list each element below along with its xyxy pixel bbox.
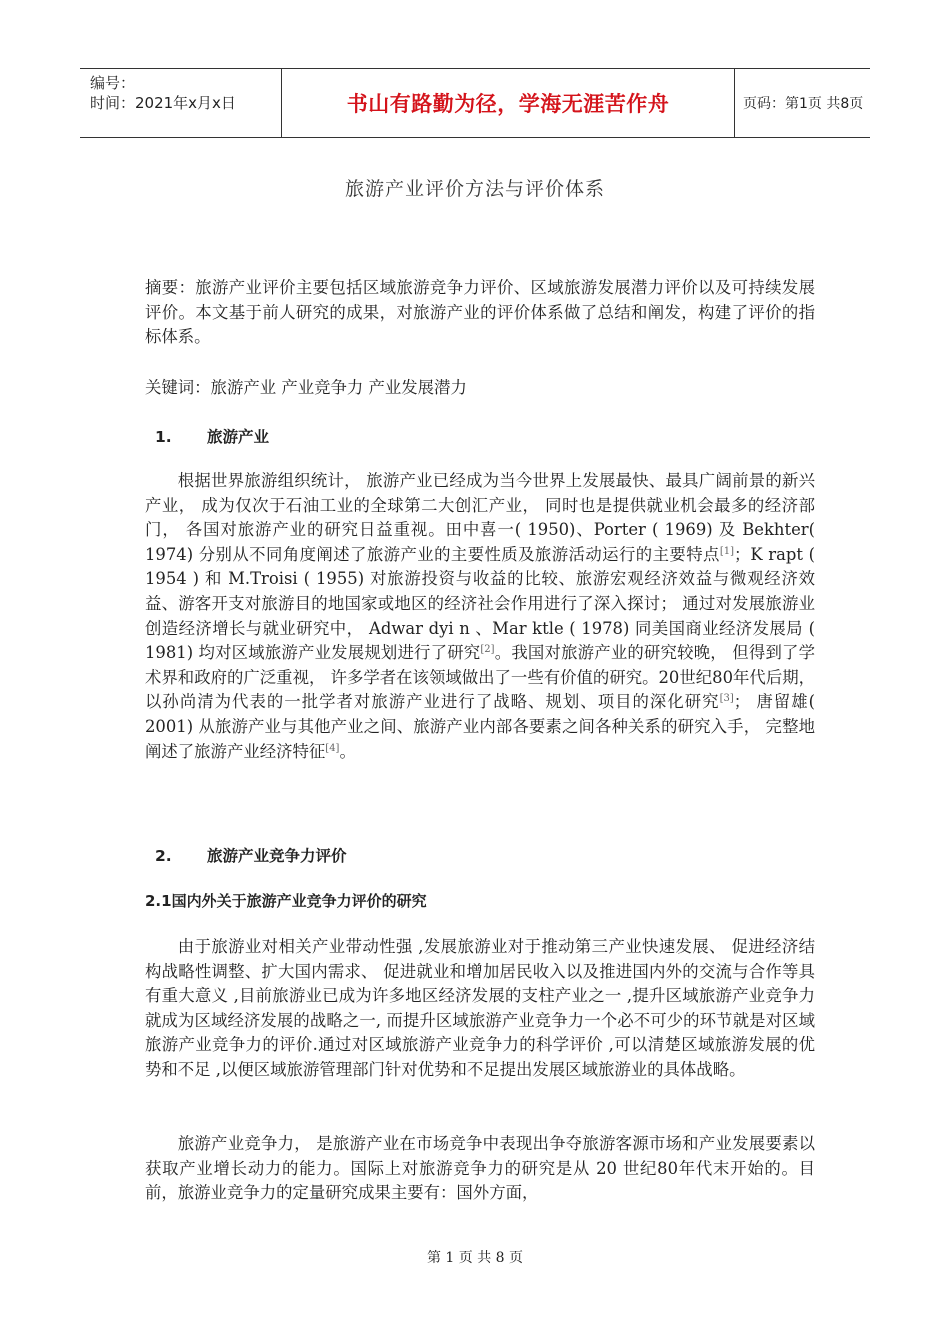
text-run: 。: [339, 741, 356, 761]
document-title: 旅游产业评价方法与评价体系: [344, 178, 605, 200]
section-1-title: 旅游产业: [207, 428, 270, 446]
page-footer: 第 1 页 共 8 页: [426, 1250, 524, 1266]
reference-1: [1]: [719, 545, 735, 557]
section-1-paragraph: [145, 469, 815, 764]
section-2-heading: [145, 844, 347, 866]
reference-4: [4]: [325, 742, 340, 754]
header-page-info: 页码：第1页 共8页: [743, 96, 864, 112]
section-2-paragraph-2: [145, 1132, 815, 1206]
section-2-paragraph-2-text: 旅游产业竞争力， 是旅游产业在市场竞争中表现出争夺旅游客源市场和产业发展要素以获取产业增长动力的能力。国际上对旅游竞争力的研究是从 20 世纪80年代末开始的。目前，旅游业竞争力的定量研究成果主要有：国外方面，: [145, 1134, 815, 1203]
date-label: 时间：2021年x月x日: [90, 94, 236, 112]
document-header: [80, 68, 870, 138]
section-2-number: 2.: [155, 847, 172, 865]
slogan: 书山有路勤为径，学海无涯苦作舟: [346, 92, 670, 116]
section-2-paragraph-1-text: 由于旅游业对相关产业带动性强 ,发展旅游业对于推动第三产业快速发展、 促进经济结构战略性调整、扩大国内需求、 促进就业和增加居民收入以及推进国内外的交流与合作等具有重大意义 ,目前旅游业已成为许多地区经济发展的支柱产业之一 ,提升区域旅游产业竞争力就成为区域经济发展的战略之一, 而提升区域旅游产业竞争力一个必不可少的环节就是对区域旅游产业竞争力的评价.通过对区域旅游产业竞争力的科学评价 ,可以清楚区域旅游发展的优势和不足 ,以便区域旅游管理部门针对优势和不足提出发展区域旅游业的具体战略。: [145, 937, 815, 1079]
section-2-paragraph-1: [145, 935, 815, 1083]
header-meta: [80, 69, 282, 137]
keywords: [145, 376, 815, 401]
text-run: ； 唐留雄( 2001) 从旅游产业与其他产业之间、旅游产业内部各要素之间各种关系的研究入手， 完整地阐述了旅游产业经济特征: [145, 692, 815, 761]
number-label: 编号：: [90, 74, 136, 92]
abstract: [145, 276, 815, 350]
reference-2: [2]: [480, 644, 495, 656]
section-1-number: 1.: [155, 428, 172, 446]
text-run: 根据世界旅游组织统计， 旅游产业已经成为当今世界上发展最快、最具广阔前景的新兴产业， 成为仅次于石油工业的全球第二大创汇产业， 同时也是提供就业机会最多的经济部门， 各国对旅游产业的研究日益重视。田中喜一( 1950)、Porter ( 1969) 及 Bekhter( 1974) 分别从不同角度阐述了旅游产业的主要性质及旅游活动运行的主要特点: [145, 471, 815, 564]
text-run: 。我国对旅游产业的研究较晚， 但得到了学术界和政府的广泛重视， 许多学者在该领域做出了一些有价值的研究。20世纪80年代后期， 以孙尚清为代表的一批学者对旅游产业进行了战略、规划、项目的深化研究: [145, 643, 815, 712]
subsection-2-1-heading: 2.1国内外关于旅游产业竞争力评价的研究: [145, 892, 427, 910]
reference-3: [3]: [719, 693, 734, 705]
section-2-title: 旅游产业竞争力评价: [207, 847, 347, 865]
section-1-heading: [145, 425, 269, 447]
header-slogan-cell: [282, 69, 735, 137]
abstract-text: 摘要：旅游产业评价主要包括区域旅游竞争力评价、区域旅游发展潜力评价以及可持续发展评价。本文基于前人研究的成果，对旅游产业的评价体系做了总结和阐发，构建了评价的指标体系。: [145, 278, 815, 347]
section-1-body: [145, 469, 815, 764]
text-run: ；K rapt ( 1954 ) 和 M.Troisi ( 1955) 对旅游投资与收益的比较、旅游宏观经济效益与微观经济效益、游客开支对旅游目的地国家或地区的经济社会作用进行了深入探讨； 通过对发展旅游业创造经济增长与就业研究中， Adwar dyi n 、Mar ktle ( 1978) 同美国商业经济发展局 ( 1981) 均对区域旅游产业发展规划进行了研究: [145, 544, 815, 663]
keywords-text: 关键词：旅游产业 产业竞争力 产业发展潜力: [145, 378, 467, 397]
